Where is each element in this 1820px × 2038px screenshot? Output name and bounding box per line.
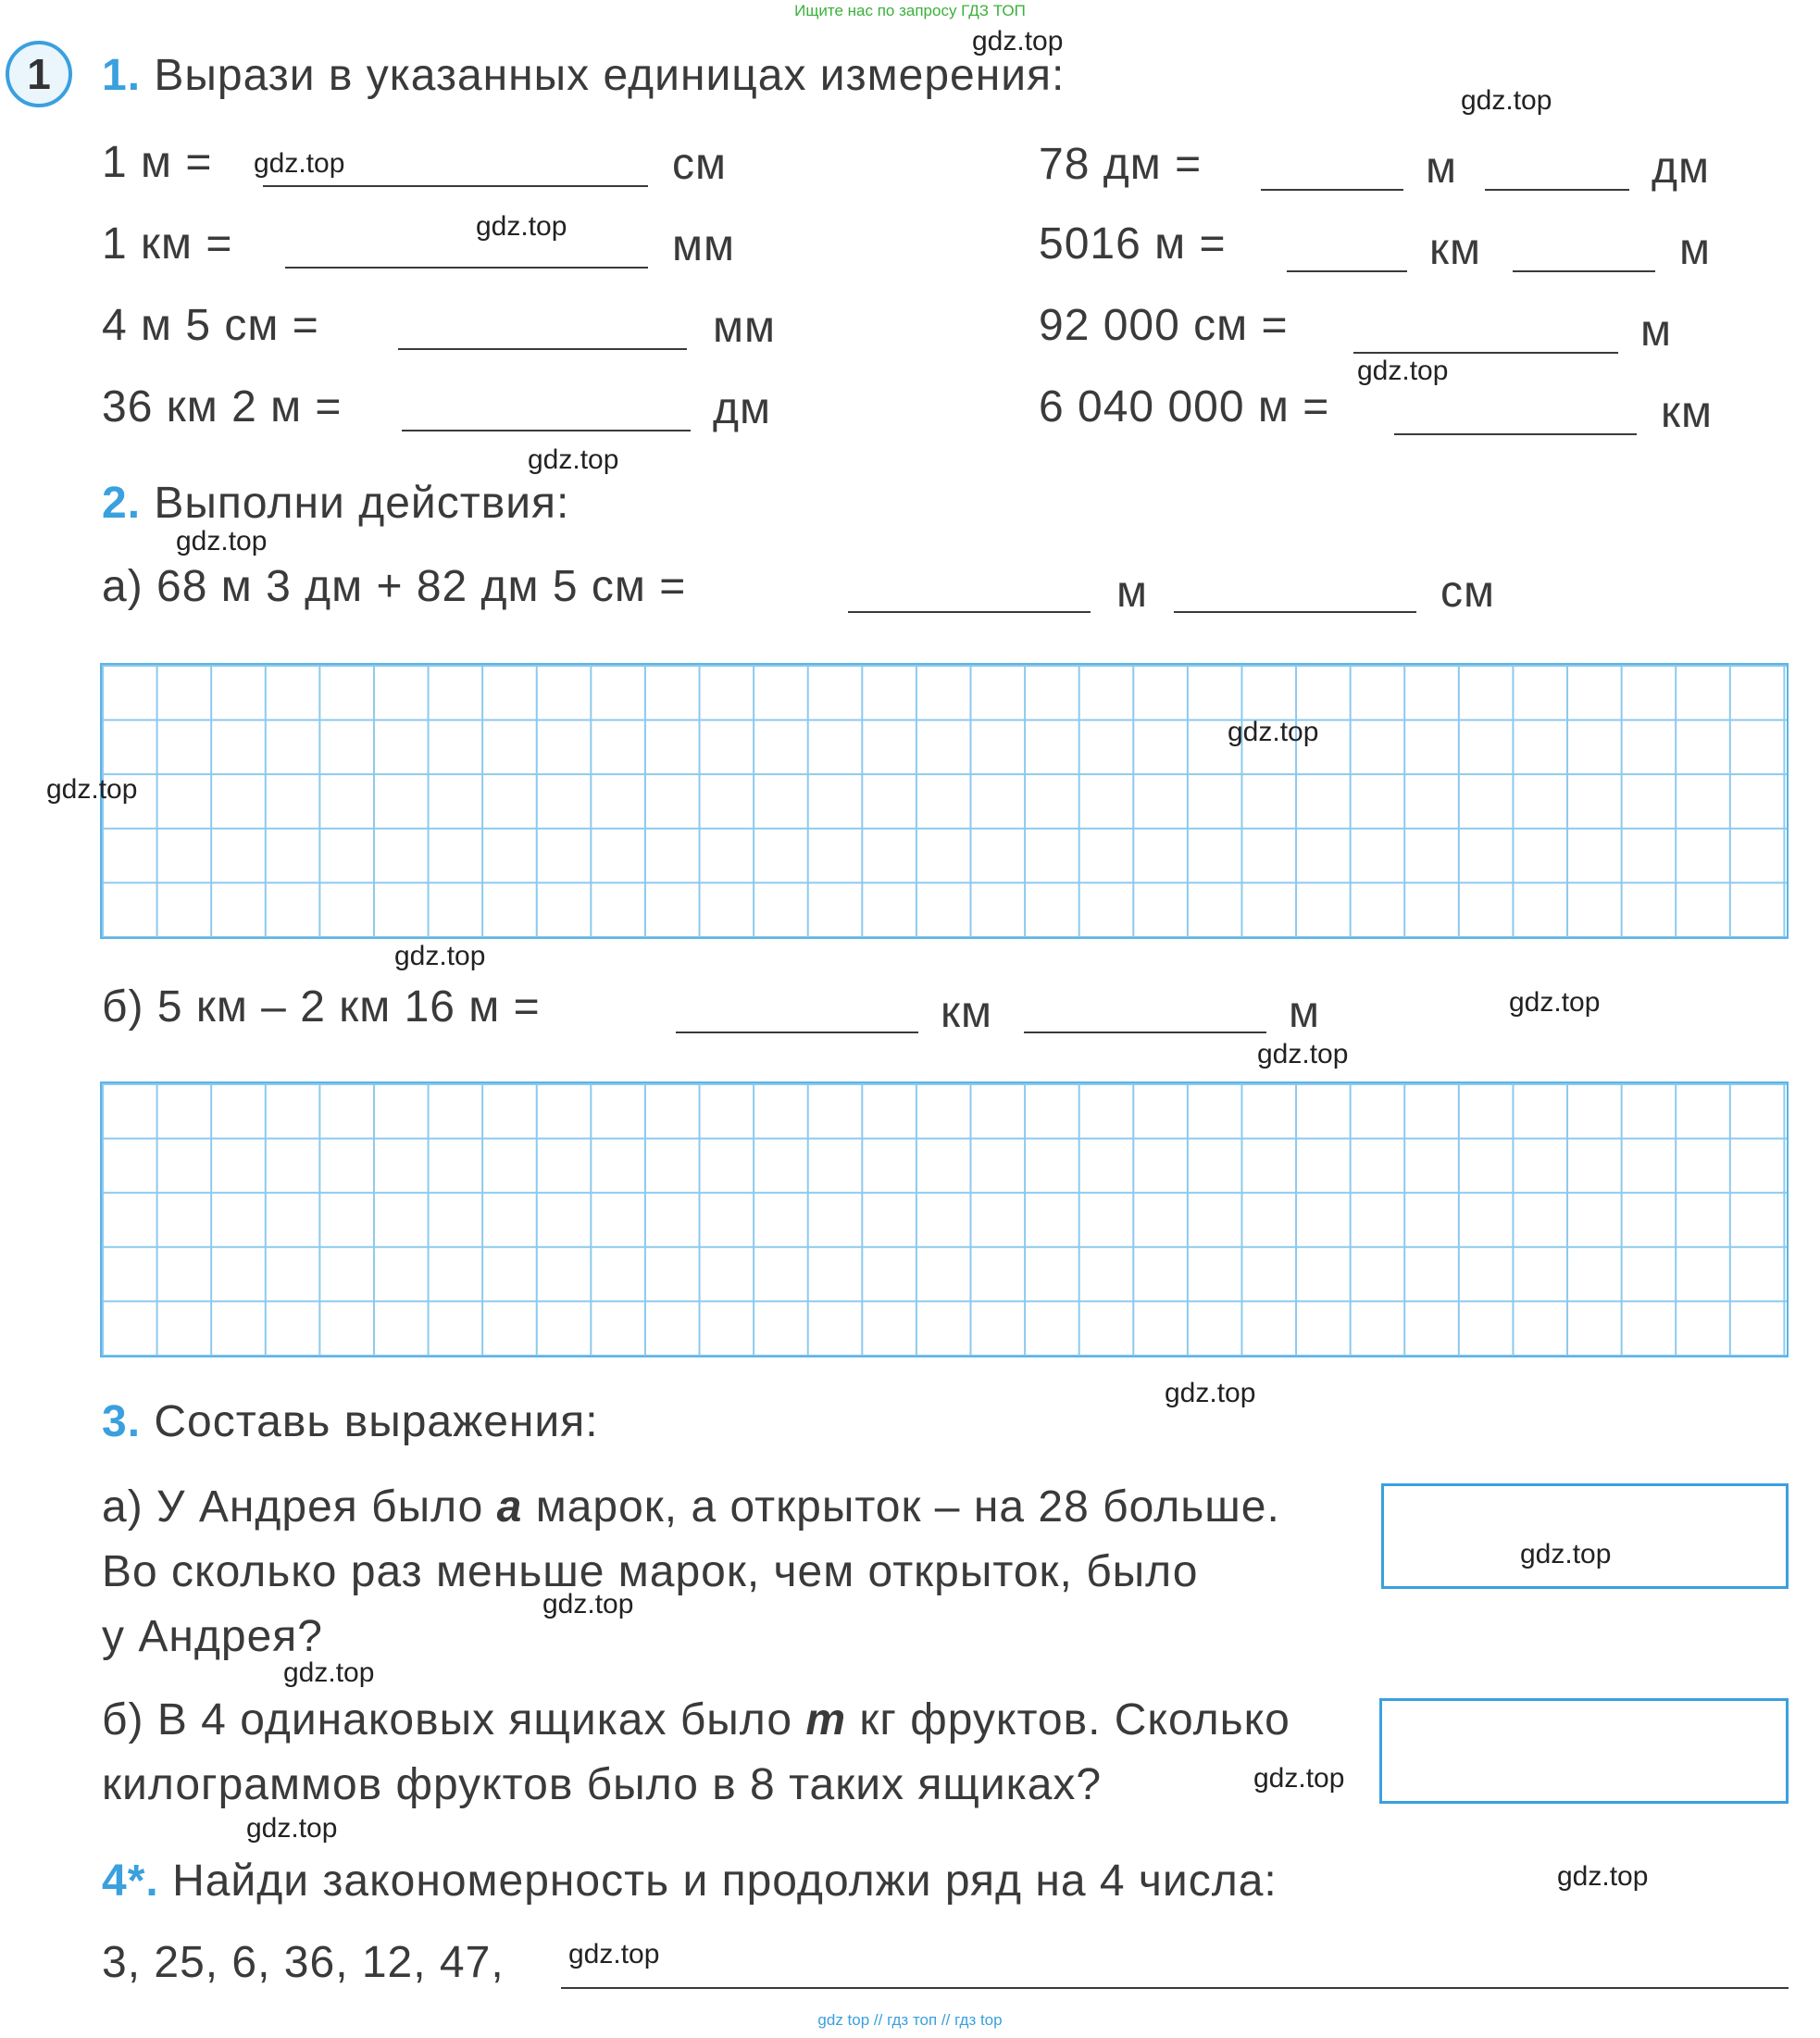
- watermark: gdz.top: [568, 1939, 660, 1969]
- t1-left-3-lhs: 36 км 2 м =: [102, 382, 343, 431]
- t3a-answer-box[interactable]: [1381, 1483, 1789, 1589]
- t1-right-2-unit1: м: [1640, 306, 1672, 356]
- t1-left-2-unit: мм: [713, 303, 776, 352]
- t3a-variable: a: [496, 1482, 523, 1532]
- watermark: gdz.top: [1357, 356, 1449, 386]
- task2-heading: [102, 478, 569, 529]
- watermark: gdz.top: [1165, 1378, 1256, 1408]
- t2a-work-grid[interactable]: [100, 663, 1789, 939]
- t2a-expression: а) 68 м 3 дм + 82 дм 5 см =: [102, 562, 687, 611]
- watermark: gdz.top: [1228, 717, 1319, 747]
- t1-right-3-lhs: 6 040 000 м =: [1039, 382, 1330, 431]
- watermark: gdz.top: [176, 526, 268, 556]
- t1-right-0-answer1[interactable]: [1261, 189, 1403, 191]
- t1-left-1-unit: мм: [672, 221, 735, 270]
- t2a-unit1: м: [1116, 568, 1148, 617]
- task4-heading: [102, 1856, 1278, 1907]
- task4-title: Найди закономерность и продолжи ряд на 4 числа:: [172, 1857, 1278, 1906]
- t2b-expression: б) 5 км – 2 км 16 м =: [102, 982, 541, 1032]
- watermark: gdz.top: [972, 26, 1064, 56]
- watermark: gdz.top: [1253, 1763, 1345, 1794]
- t1-left-2-answer[interactable]: [398, 348, 687, 350]
- t1-right-2-answer1[interactable]: [1353, 352, 1618, 354]
- t1-left-0-unit: см: [672, 140, 727, 189]
- t1-right-0-unit1: м: [1426, 144, 1457, 193]
- t2a-unit2: см: [1440, 568, 1495, 617]
- t2b-answer2[interactable]: [1024, 1032, 1266, 1033]
- t1-right-2-lhs: 92 000 см =: [1039, 301, 1289, 350]
- task3-title: Составь выражения:: [154, 1397, 599, 1446]
- page-badge: 1: [6, 41, 72, 107]
- task4-number: 4*.: [102, 1857, 159, 1906]
- watermark: gdz.top: [1520, 1539, 1612, 1569]
- task2-number: 2.: [102, 479, 142, 528]
- task1-number: 1.: [102, 51, 142, 100]
- t1-left-1-answer[interactable]: [285, 267, 648, 269]
- t1-right-3-unit1: км: [1661, 388, 1713, 437]
- top-search-note: Ищите нас по запросу ГДЗ ТОП: [794, 2, 1026, 19]
- footer-note: gdz top // гдз топ // гдз top: [817, 2011, 1003, 2029]
- t1-right-0-answer2[interactable]: [1485, 189, 1629, 191]
- watermark: gdz.top: [283, 1657, 375, 1688]
- t2b-work-grid[interactable]: [100, 1082, 1789, 1357]
- t3b-line2: килограммов фруктов было в 8 таких ящиках?: [102, 1760, 1103, 1809]
- t1-right-0-unit2: дм: [1652, 144, 1711, 193]
- task3-heading: [102, 1396, 599, 1447]
- task3-number: 3.: [102, 1397, 142, 1446]
- t1-right-1-unit1: км: [1429, 225, 1481, 274]
- t1-left-3-unit: дм: [713, 384, 772, 433]
- watermark: gdz.top: [1509, 987, 1601, 1018]
- t1-right-1-lhs: 5016 м =: [1039, 219, 1227, 269]
- t1-right-1-unit2: м: [1679, 225, 1711, 274]
- t1-left-2-lhs: 4 м 5 см =: [102, 301, 319, 350]
- t2a-answer1[interactable]: [848, 611, 1091, 613]
- watermark: gdz.top: [1461, 85, 1552, 116]
- t2b-unit1: км: [941, 988, 992, 1037]
- t2b-answer1[interactable]: [676, 1032, 918, 1033]
- watermark: gdz.top: [246, 1813, 338, 1844]
- watermark: gdz.top: [476, 211, 567, 242]
- t3a-line2: Во сколько раз меньше марок, чем открыток, было: [102, 1547, 1199, 1596]
- t3b-line1: б) В 4 одинаковых ящиках было m кг фруктов. Сколько: [102, 1695, 1290, 1744]
- watermark: gdz.top: [542, 1589, 634, 1619]
- t2a-answer2[interactable]: [1174, 611, 1416, 613]
- watermark: gdz.top: [1557, 1861, 1649, 1892]
- task2-title: Выполни действия:: [154, 479, 570, 528]
- watermark: gdz.top: [1257, 1039, 1349, 1069]
- task1-title: Вырази в указанных единицах измерения:: [154, 51, 1066, 100]
- t1-left-1-lhs: 1 км =: [102, 219, 233, 269]
- t3b-answer-box[interactable]: [1379, 1698, 1789, 1804]
- t1-left-0-answer[interactable]: [263, 185, 648, 187]
- t2b-unit2: м: [1289, 988, 1320, 1037]
- watermark: gdz.top: [394, 941, 486, 971]
- t1-left-3-answer[interactable]: [402, 430, 691, 431]
- t3b-variable: m: [805, 1695, 847, 1744]
- t3a-line3: у Андрея?: [102, 1612, 323, 1661]
- watermark: gdz.top: [46, 774, 138, 805]
- watermark: gdz.top: [528, 444, 619, 475]
- t1-right-0-lhs: 78 дм =: [1039, 140, 1203, 189]
- t4-sequence: 3, 25, 6, 36, 12, 47,: [102, 1938, 505, 1987]
- task1-heading: [102, 50, 1065, 101]
- t1-right-1-answer2[interactable]: [1513, 270, 1655, 272]
- t4-answer-line[interactable]: [561, 1987, 1789, 1989]
- watermark: gdz.top: [254, 148, 345, 179]
- t1-left-0-lhs: 1 м =: [102, 138, 213, 187]
- t1-right-3-answer1[interactable]: [1394, 433, 1637, 435]
- t3a-line1: а) У Андрея было a марок, а открыток – на 28 больше.: [102, 1482, 1280, 1532]
- t1-right-1-answer1[interactable]: [1287, 270, 1407, 272]
